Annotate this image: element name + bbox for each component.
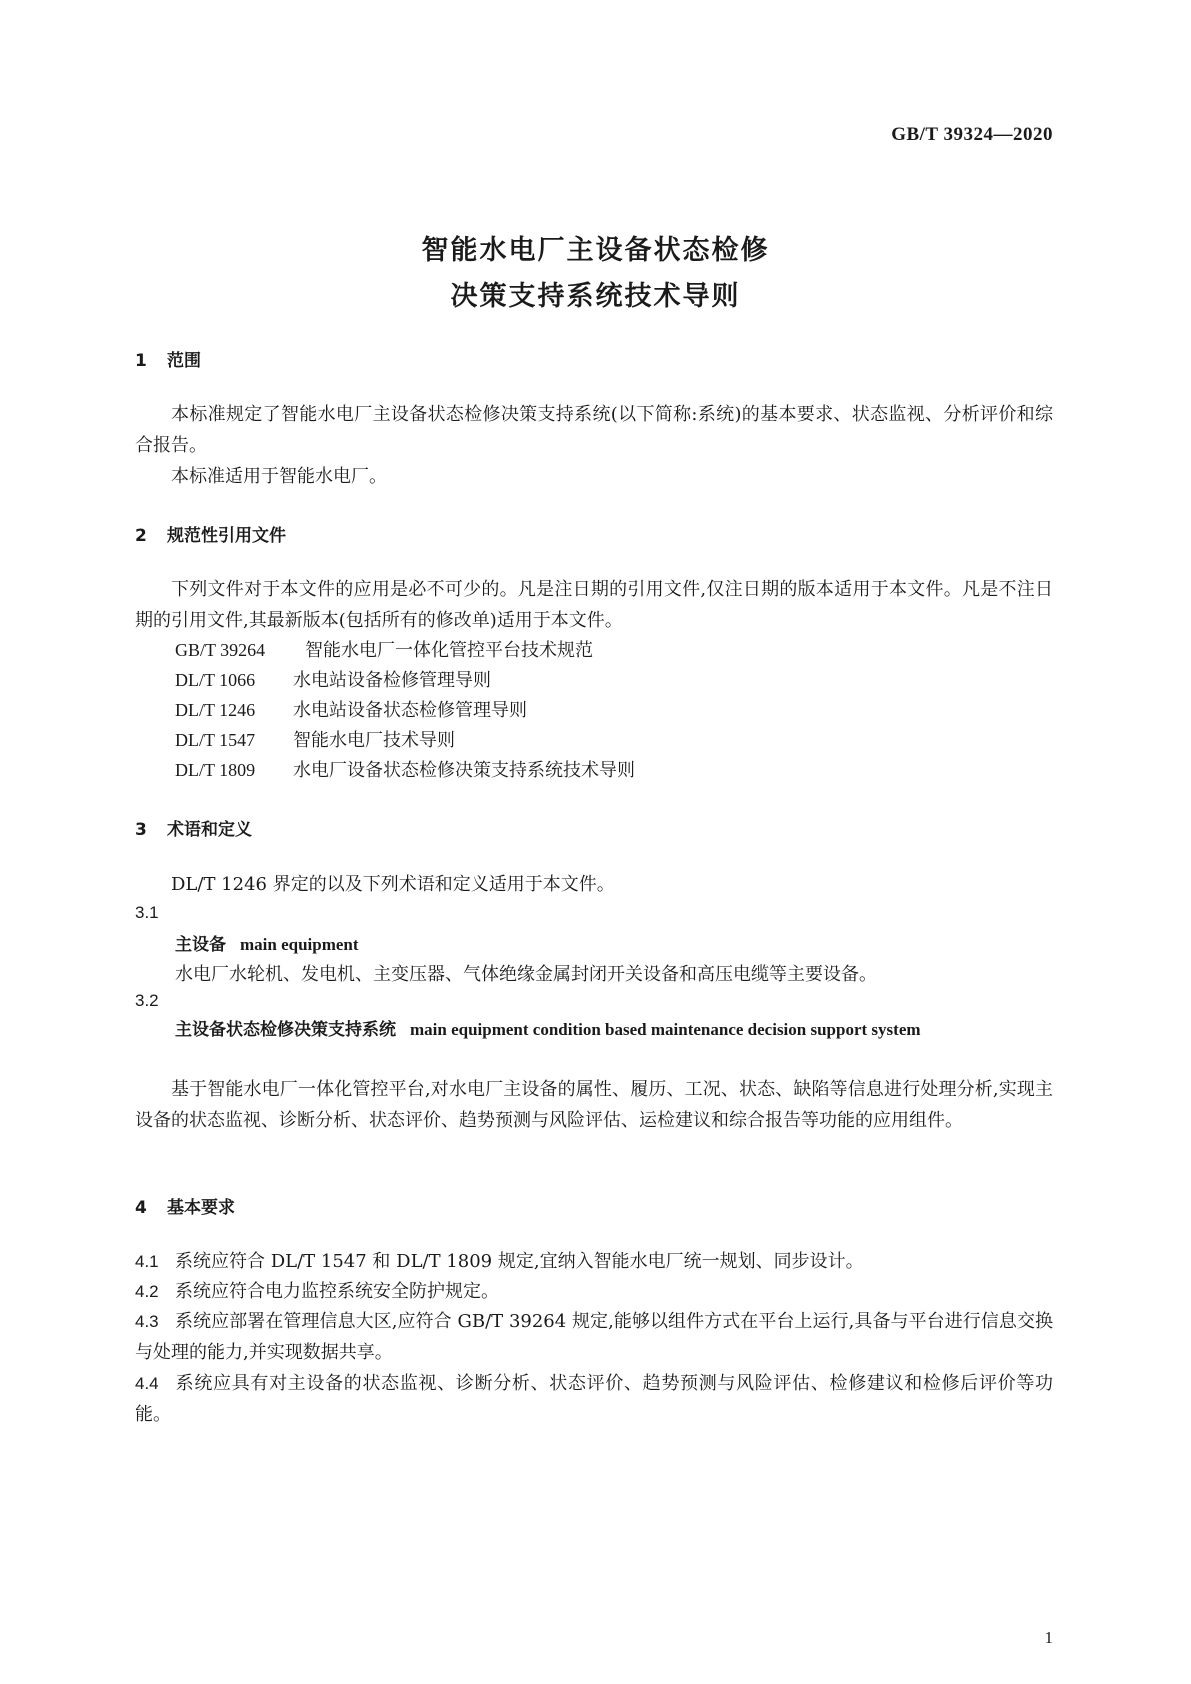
- reference-title: 智能水电厂一体化管控平台技术规范: [305, 640, 593, 661]
- reference-code: DL/T 1246: [175, 700, 256, 720]
- reference-item: [175, 726, 455, 752]
- requirement-item: [135, 1276, 1053, 1307]
- section-1-paragraph-2: 本标准适用于智能水电厂。: [171, 466, 387, 487]
- reference-title: 水电厂设备状态检修决策支持系统技术导则: [293, 760, 635, 781]
- section-title: 规范性引用文件: [167, 526, 286, 546]
- requirement-text: 系统应符合 DL/T 1547 和 DL/T 1809 规定,宜纳入智能水电厂统一规划、同步设计。: [175, 1251, 864, 1272]
- requirement-number: 4.1: [135, 1252, 159, 1271]
- document-title-line1: 智能水电厂主设备状态检修: [421, 235, 770, 266]
- requirement-number: 4.3: [135, 1312, 159, 1331]
- term-name-en: main equipment: [240, 935, 359, 954]
- reference-title: 智能水电厂技术导则: [293, 730, 455, 751]
- standard-number: GB/T 39324—2020: [891, 124, 1053, 145]
- section-1-heading: [135, 346, 201, 371]
- section-4-heading: [135, 1193, 235, 1218]
- term-name-zh: 主设备状态检修决策支持系统: [175, 1020, 396, 1040]
- reference-item: [175, 696, 527, 722]
- term-name-en: main equipment condition based maintenance decision support system: [410, 1020, 921, 1039]
- section-number: 3: [135, 820, 147, 840]
- term-definition: 水电厂水轮机、发电机、主变压器、气体绝缘金属封闭开关设备和高压电缆等主要设备。: [175, 964, 877, 985]
- reference-code: DL/T 1066: [175, 670, 256, 690]
- section-title: 基本要求: [167, 1198, 235, 1218]
- reference-title: 水电站设备检修管理导则: [293, 670, 491, 691]
- requirement-number: 4.2: [135, 1282, 159, 1301]
- section-2-heading: [135, 521, 286, 546]
- term-name-zh: 主设备: [175, 935, 226, 955]
- requirement-text: 系统应部署在管理信息大区,应符合 GB/T 39264 规定,能够以组件方式在平台上运行,具备与平台进行信息交换与处理的能力,并实现数据共享。: [135, 1311, 1053, 1363]
- reference-code: GB/T 39264: [175, 640, 266, 660]
- requirement-item: [135, 1368, 1053, 1430]
- term-definition: 基于智能水电厂一体化管控平台,对水电厂主设备的属性、履历、工况、状态、缺陷等信息进行处理分析,实现主设备的状态监视、诊断分析、状态评价、趋势预测与风险评估、运检建议和综合报告等功能的应用组件。: [135, 1079, 1053, 1131]
- term-name: [135, 1015, 1053, 1045]
- term-number: 3.2: [135, 991, 159, 1010]
- requirement-number: 4.4: [135, 1374, 159, 1393]
- section-number: 1: [135, 351, 147, 371]
- section-number: 2: [135, 526, 147, 546]
- requirement-text: 系统应具有对主设备的状态监视、诊断分析、状态评价、趋势预测与风险评估、检修建议和检修后评价等功能。: [135, 1373, 1053, 1425]
- reference-title: 水电站设备状态检修管理导则: [293, 700, 527, 721]
- page-number: 1: [1044, 1628, 1053, 1647]
- document-title-line2: 决策支持系统技术导则: [450, 281, 741, 312]
- section-3-intro: DL/T 1246 界定的以及下列术语和定义适用于本文件。: [171, 874, 615, 895]
- section-3-heading: [135, 815, 252, 840]
- requirement-text: 系统应符合电力监控系统安全防护规定。: [175, 1281, 499, 1302]
- requirement-item: [135, 1306, 1053, 1368]
- reference-code: DL/T 1809: [175, 760, 256, 780]
- section-title: 术语和定义: [167, 820, 252, 840]
- term-name: [175, 930, 1055, 960]
- section-2-intro: 下列文件对于本文件的应用是必不可少的。凡是注日期的引用文件,仅注日期的版本适用于本文件。凡是不注日期的引用文件,其最新版本(包括所有的修改单)适用于本文件。: [135, 579, 1053, 631]
- reference-item: [175, 666, 491, 692]
- reference-code: DL/T 1547: [175, 730, 256, 750]
- reference-item: [175, 636, 593, 662]
- requirement-item: [135, 1246, 1053, 1277]
- section-number: 4: [135, 1198, 147, 1218]
- term-number: 3.1: [135, 903, 159, 922]
- reference-item: [175, 756, 635, 782]
- section-title: 范围: [167, 351, 201, 371]
- section-1-paragraph-1: 本标准规定了智能水电厂主设备状态检修决策支持系统(以下简称:系统)的基本要求、状态监视、分析评价和综合报告。: [135, 404, 1053, 456]
